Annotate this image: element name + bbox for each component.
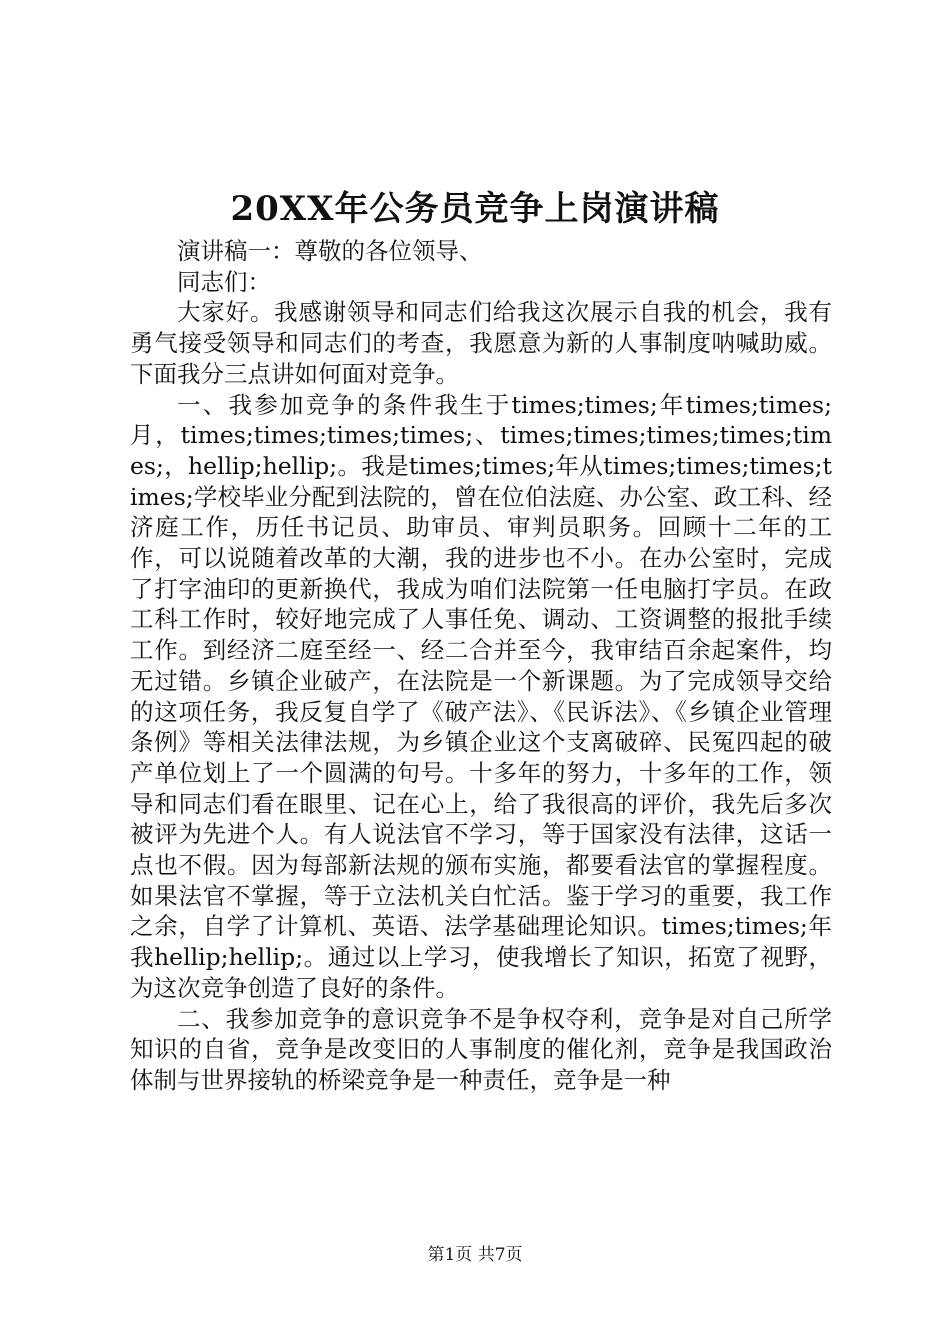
paragraph-section-two: 二、我参加竞争的意识竞争不是争权夺利，竞争是对自己所学知识的自省，竞争是改变旧的人事制度的催化剂，竞争是我国政治体制与世界接轨的桥梁竞争是一种责任，竞争是一种 — [130, 1004, 832, 1094]
paragraph-addressee: 同志们： — [177, 267, 271, 296]
paragraph-opening: 大家好。我感谢领导和同志们给我这次展示自我的机会，我有勇气接受领导和同志们的考查，我愿意为新的人事制度呐喊助威。下面我分三点讲如何面对竞争。 — [130, 298, 832, 388]
page-footer: 第1页 共7页 — [427, 1245, 523, 1265]
paragraph-section-one: 一、我参加竞争的条件我生于times;times;年times;times;月，times;times;times;times;、times;times;times;times;times;，hellip;hellip;。我是times;times;年从times;times;times;times;学校毕业分配到法院的，曾在位伯法庭、办公室、政工科、经济庭工作，历任书记员、助审员、审判员职务。回顾十二年的工作，可以说随着改革的大潮，我的进步也不小。在办公室时，完成了打字油印的更新换代，我成为咱们法院第一任电脑打字员。在政工科工作时，较好地完成了人事任免、调动、工资调整的报批手续工作。到经济二庭至经一、经二合并至今，我审结百余起案件，均无过错。乡镇企业破产，在法院是一个新课题。为了完成领导交给的这项任务，我反复自学了《破产法》、《民诉法》、《乡镇企业管理条例》等相关法律法规，为乡镇企业这个支离破碎、民冤四起的破产单位划上了一个圆满的句号。十多年的努力，十多年的工作，领导和同志们看在眼里、记在心上，给了我很高的评价，我先后多次被评为先进个人。有人说法官不学习，等于国家没有法律，这话一点也不假。因为每部新法规的颁布实施，都要看法官的掌握程度。如果法官不掌握，等于立法机关白忙活。鉴于学习的重要，我工作之余，自学了计算机、英语、法学基础理论知识。times;times;年我hellip;hellip;。通过以上学习，使我增长了知识，拓宽了视野，为这次竞争创造了良好的条件。 — [130, 390, 832, 1002]
document-title: 20XX年公务员竞争上岗演讲稿 — [230, 189, 720, 229]
document-body — [130, 236, 832, 1096]
paragraph-salutation: 演讲稿一：尊敬的各位领导、 — [177, 237, 483, 265]
